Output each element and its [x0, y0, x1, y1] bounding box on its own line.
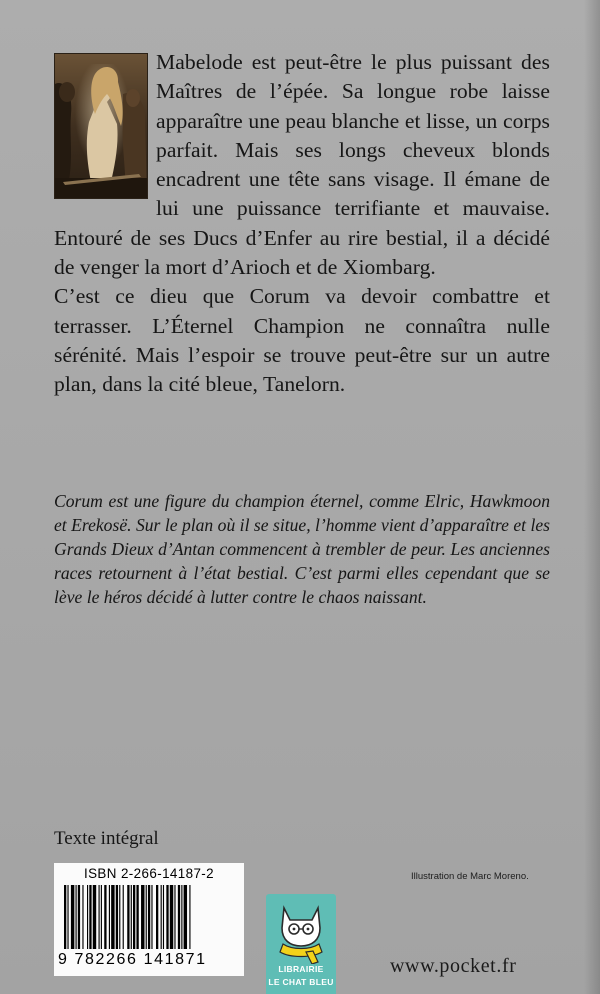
- page-edge-shadow: [584, 0, 600, 994]
- series-description: Corum est une figure du champion éternel, comme Elric, Hawkmoon et Erekosë. Sur le plan où il se situe, l’homme vient d’apparaître et les Grands Dieux d’Antan commencent à trembler de peur. Les anciennes races retournent à l’état bestial. C’est parmi elles cependant que se lève le héros décidé à lutter contre le chaos naissant.: [54, 491, 550, 607]
- sticker-line-2: LE CHAT BLEU: [268, 977, 334, 987]
- blurb-paragraph-2: C’est ce dieu que Corum va devoir combattre et terrasser. L’Éternel Champion ne connaîtra nulle sérénité. Mais l’espoir se trouve peut-être sur un autre plan, dans la cité bleue, Tanelorn.: [54, 284, 550, 397]
- barcode-icon: [64, 885, 236, 951]
- illustration-credit: Illustration de Marc Moreno.: [411, 871, 529, 882]
- illustration-spacer: [54, 48, 156, 196]
- isbn-label: ISBN 2-266-14187-2: [83, 866, 215, 881]
- blurb-paragraph-1: Mabelode est peut-être le plus puissant des Maîtres de l’épée. Sa longue robe laisse apparaître une peau blanche et lisse, un corps parfait. Mais ses longs cheveux blonds encadrent une tête sans visage. Il émane de lui une puissance terrifiante et mauvaise. Entouré de ses Ducs d’Enfer au rire bestial, il a décidé de venger la mort d’Arioch et de Xiombarg.: [54, 50, 550, 280]
- texte-integral-label: Texte intégral: [54, 828, 159, 849]
- blurb-text: [54, 48, 550, 400]
- sticker-line-1: LIBRAIRIE: [278, 964, 324, 974]
- ean-digits: 9 782266 141871: [58, 951, 207, 968]
- cat-with-scarf-icon: [266, 894, 336, 964]
- publisher-website: www.pocket.fr: [390, 955, 517, 977]
- barcode-panel: [54, 863, 244, 976]
